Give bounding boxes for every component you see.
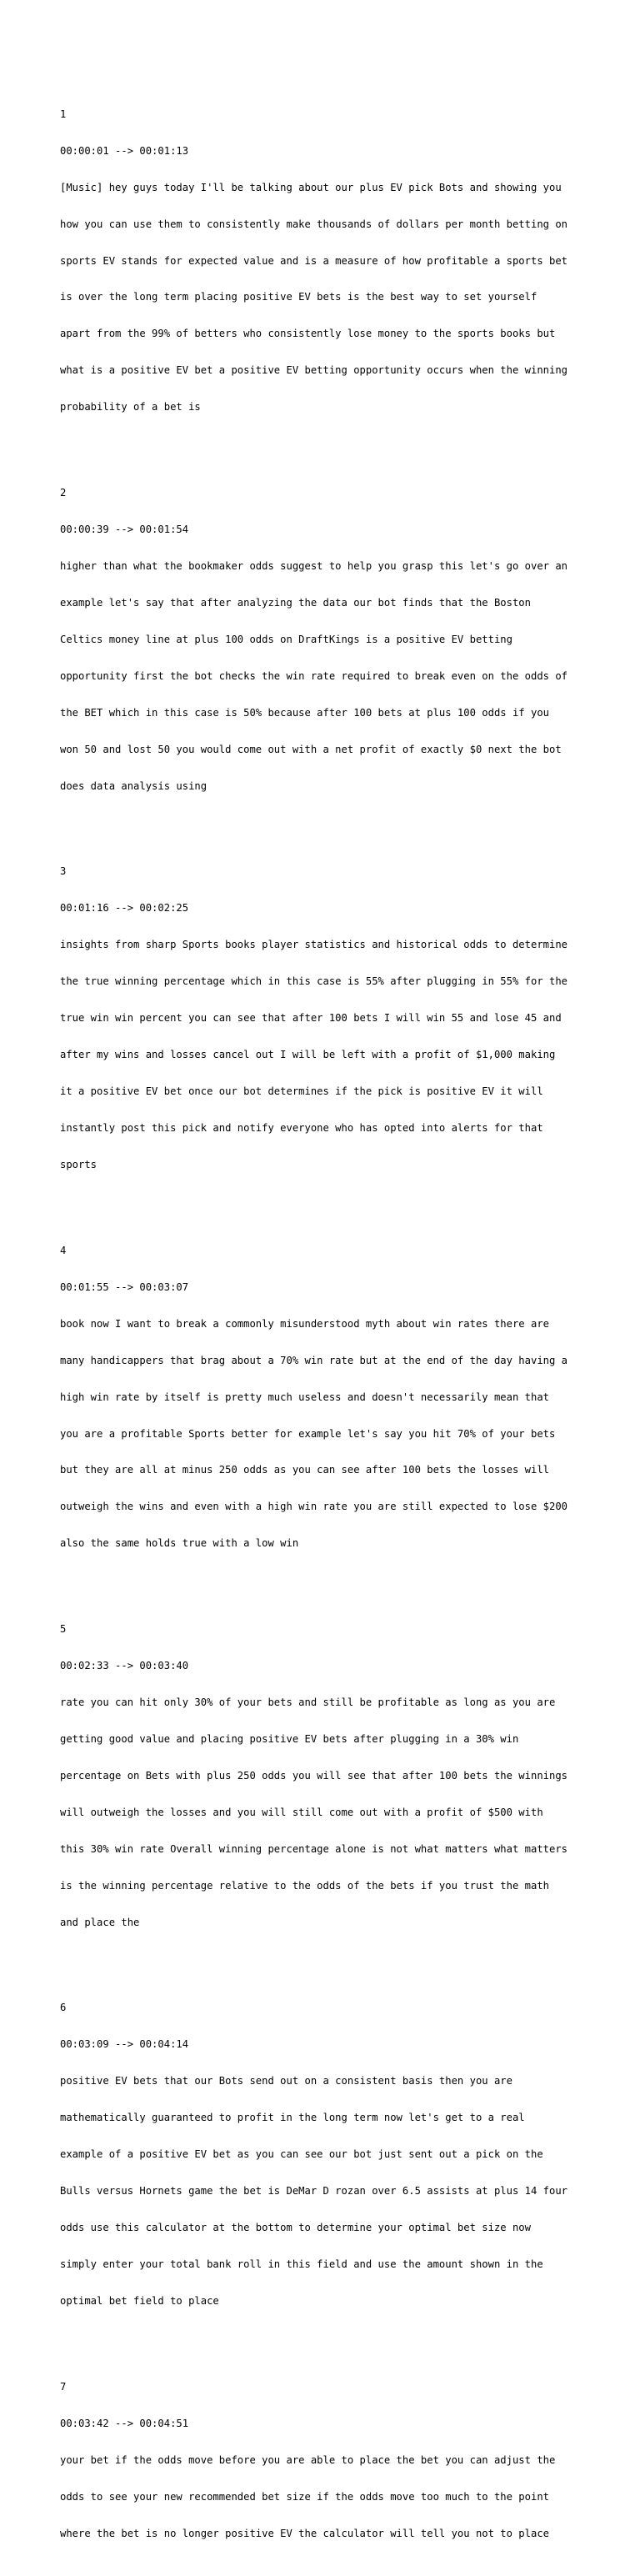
- subtitle-line: mathematically guaranteed to profit in the long term now let's get to a real: [60, 2112, 525, 2124]
- subtitle-line: example of a positive EV bet as you can see our bot just sent out a pick on the: [60, 2148, 543, 2161]
- subtitle-index: 3: [60, 865, 67, 878]
- subtitle-line: is over the long term placing positive EV bets is the best way to set yourself: [60, 291, 538, 303]
- subtitle-line: odds to see your new recommended bet size if the odds move too much to the point: [60, 2490, 549, 2503]
- subtitle-line: Celtics money line at plus 100 odds on DraftKings is a positive EV betting: [60, 633, 512, 645]
- subtitle-line: also the same holds true with a low win: [60, 1537, 299, 1550]
- subtitle-line: probability of a bet is: [60, 401, 201, 413]
- subtitle-line: insights from sharp Sports books player statistics and historical odds to determine: [60, 939, 568, 951]
- subtitle-line: how you can use them to consistently make thousands of dollars per month betting on: [60, 218, 568, 230]
- subtitle-line: opportunity first the bot checks the win rate required to break even on the odds of: [60, 669, 568, 682]
- subtitle-line: Bulls versus Hornets game the bet is DeMar D rozan over 6.5 assists at plus 14 four: [60, 2185, 568, 2198]
- subtitle-line: the true winning percentage which in this case is 55% after plugging in 55% for the: [60, 975, 568, 988]
- subtitle-block-7: [60, 2356, 593, 2563]
- subtitle-line: won 50 and lost 50 you would come out with a net profit of exactly $0 next the bot: [60, 743, 562, 755]
- subtitle-line: [Music] hey guys today I'll be talking about our plus EV pick Bots and showing you: [60, 181, 562, 193]
- subtitle-block-1: [60, 83, 593, 438]
- subtitle-line: what is a positive EV bet a positive EV betting opportunity occurs when the winning: [60, 364, 568, 377]
- subtitle-line: sports EV stands for expected value and is a measure of how profitable a sports bet: [60, 254, 568, 267]
- subtitle-line: after my wins and losses cancel out I will be left with a profit of $1,000 making: [60, 1049, 556, 1061]
- subtitle-line: simply enter your total bank roll in this field and use the amount shown in the: [60, 2258, 543, 2271]
- subtitle-index: 4: [60, 1244, 67, 1256]
- subtitle-line: higher than what the bookmaker odds suggest to help you grasp this let's go over an: [60, 559, 568, 572]
- subtitle-line: book now I want to break a commonly misunderstood myth about win rates there are: [60, 1317, 549, 1330]
- subtitle-line: many handicappers that brag about a 70% win rate but at the end of the day having a: [60, 1354, 568, 1366]
- subtitle-block-4: [60, 1220, 593, 1574]
- subtitle-line: percentage on Bets with plus 250 odds you will see that after 100 bets the winnings: [60, 1769, 568, 1782]
- subtitle-line: high win rate by itself is pretty much useless and doesn't necessarily mean that: [60, 1391, 549, 1403]
- subtitle-line: but they are all at minus 250 odds as you can see after 100 bets the losses will: [60, 1464, 549, 1476]
- subtitle-block-6: [60, 1977, 593, 2332]
- subtitle-line: is the winning percentage relative to the odds of the bets if you trust the math: [60, 1879, 549, 1892]
- subtitle-line: your bet if the odds move before you are able to place the bet you can adjust the: [60, 2453, 556, 2466]
- subtitle-index: 2: [60, 486, 67, 499]
- subtitle-line: this 30% win rate Overall winning percentage alone is not what matters what matters: [60, 1842, 568, 1855]
- subtitle-line: where the bet is no longer positive EV the calculator will tell you not to place: [60, 2527, 549, 2539]
- subtitle-line: example let's say that after analyzing the data our bot finds that the Boston: [60, 596, 531, 609]
- subtitle-timing: 00:00:01 --> 00:01:13: [60, 144, 189, 157]
- subtitle-line: getting good value and placing positive EV bets after plugging in a 30% win: [60, 1732, 519, 1745]
- subtitle-index: 1: [60, 108, 67, 120]
- subtitle-timing: 00:01:55 --> 00:03:07: [60, 1280, 189, 1293]
- subtitle-line: odds use this calculator at the bottom to determine your optimal bet size now: [60, 2222, 531, 2234]
- subtitle-line: you are a profitable Sports better for example let's say you hit 70% of your bets: [60, 1427, 556, 1440]
- subtitle-document: [60, 59, 593, 2576]
- subtitle-line: rate you can hit only 30% of your bets and still be profitable as long as you are: [60, 1696, 556, 1708]
- subtitle-line: positive EV bets that our Bots send out on a consistent basis then you are: [60, 2075, 512, 2087]
- subtitle-index: 6: [60, 2002, 67, 2014]
- subtitle-block-3: [60, 841, 593, 1195]
- subtitle-line: sports: [60, 1159, 98, 1171]
- subtitle-block-2: [60, 463, 593, 817]
- subtitle-index: 7: [60, 2380, 67, 2393]
- subtitle-index: 5: [60, 1623, 67, 1635]
- subtitle-line: outweigh the wins and even with a high win rate you are still expected to lose $200: [60, 1501, 568, 1513]
- subtitle-timing: 00:01:16 --> 00:02:25: [60, 902, 189, 915]
- subtitle-line: it a positive EV bet once our bot determines if the pick is positive EV it will: [60, 1085, 543, 1098]
- subtitle-line: true win win percent you can see that after 100 bets I will win 55 and lose 45 and: [60, 1012, 562, 1025]
- subtitle-line: and place the: [60, 1916, 140, 1928]
- subtitle-timing: 00:02:33 --> 00:03:40: [60, 1659, 189, 1671]
- subtitle-block-5: [60, 1599, 593, 1953]
- subtitle-timing: 00:03:42 --> 00:04:51: [60, 2417, 189, 2429]
- subtitle-timing: 00:00:39 --> 00:01:54: [60, 523, 189, 535]
- subtitle-line: does data analysis using: [60, 779, 208, 792]
- subtitle-line: apart from the 99% of betters who consistently lose money to the sports books but: [60, 328, 556, 340]
- subtitle-timing: 00:03:09 --> 00:04:14: [60, 2038, 189, 2051]
- subtitle-line: the BET which in this case is 50% because after 100 bets at plus 100 odds if you: [60, 706, 549, 719]
- subtitle-line: instantly post this pick and notify everyone who has opted into alerts for that: [60, 1122, 543, 1135]
- subtitle-line: optimal bet field to place: [60, 2295, 219, 2308]
- subtitle-line: will outweigh the losses and you will still come out with a profit of $500 with: [60, 1806, 543, 1818]
